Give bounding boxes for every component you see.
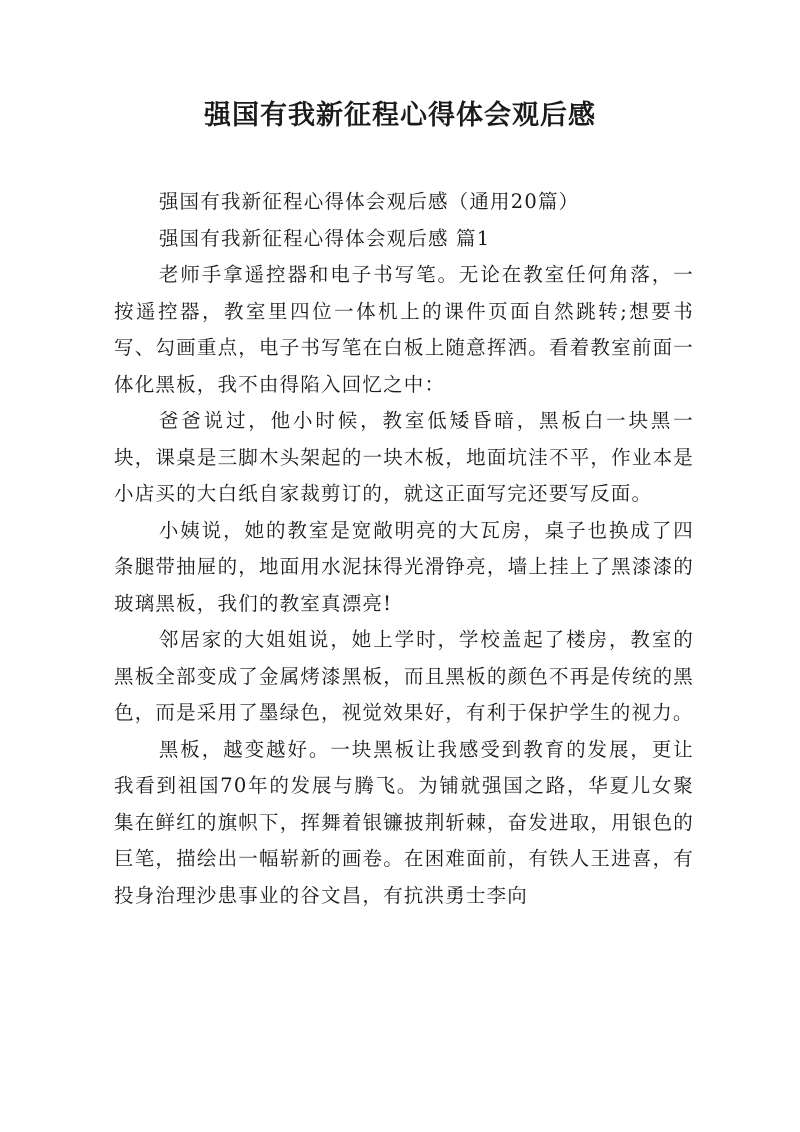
document-subtitle: 强国有我新征程心得体会观后感（通用20篇）	[158, 190, 580, 213]
section-heading: 强国有我新征程心得体会观后感 篇1	[158, 226, 491, 250]
document-title: 强国有我新征程心得体会观后感	[204, 100, 596, 131]
paragraph: 老师手拿遥控器和电子书写笔。无论在教室任何角落，一按遥控器，教室里四位一体机上的课件页面自然跳转;想要书写、勾画重点，电子书写笔在白板上随意挥洒。看着教室前面一体化黑板，我不由得陷入回忆之中：	[114, 263, 694, 396]
paragraph: 邻居家的大姐姐说，她上学时，学校盖起了楼房，教室的黑板全部变成了金属烤漆黑板，而且黑板的颜色不再是传统的黑色，而是采用了墨绿色，视觉效果好，有利于保护学生的视力。	[114, 628, 694, 724]
document-body	[114, 184, 694, 914]
paragraph: 黑板，越变越好。一块黑板让我感受到教育的发展，更让我看到祖国70年的发展与腾飞。为铺就强国之路，华夏儿女聚集在鲜红的旗帜下，挥舞着银镰披荆斩棘，奋发进取，用银色的巨笔，描绘出一幅崭新的画卷。在困难面前，有铁人王进喜，有投身治理沙患事业的谷文昌，有抗洪勇士李向	[114, 737, 694, 907]
paragraph: 爸爸说过，他小时候，教室低矮昏暗，黑板白一块黑一块，课桌是三脚木头架起的一块木板，地面坑洼不平，作业本是小店买的大白纸自家裁剪订的，就这正面写完还要写反面。	[114, 409, 694, 505]
paragraph: 小姨说，她的教室是宽敞明亮的大瓦房，桌子也换成了四条腿带抽屉的，地面用水泥抹得光滑铮亮，墙上挂上了黑漆漆的玻璃黑板，我们的教室真漂亮!	[114, 518, 694, 615]
